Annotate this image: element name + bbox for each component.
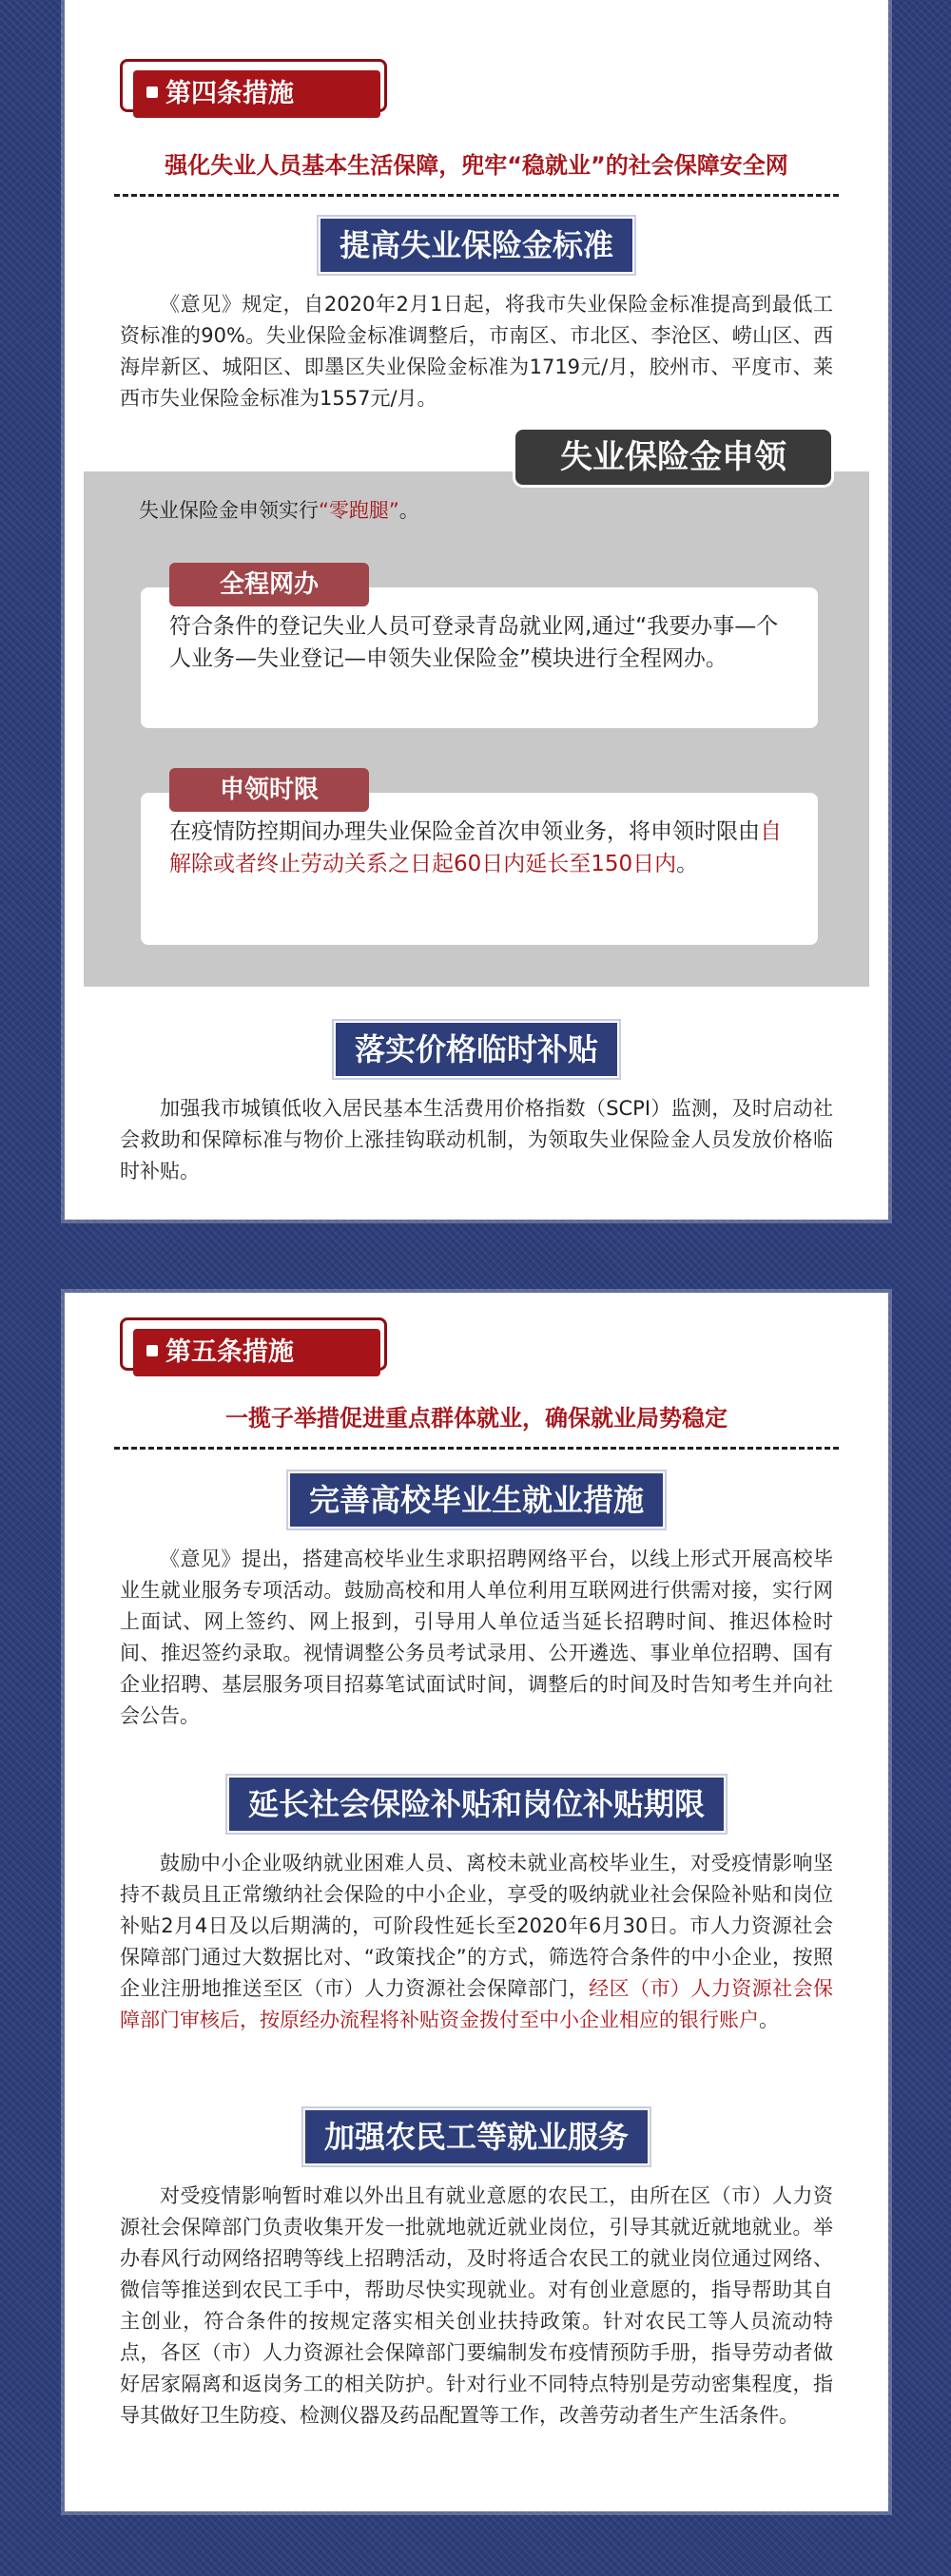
- subsidy-suffix: 。: [759, 2009, 779, 2031]
- subsidy-text: 鼓励中小企业吸纳就业困难人员、离校未就业高校毕业生，对受疫情影响坚持不裁员且正常缴纳社会保险的中小企业，享受的吸纳就业社会保险补贴和岗位补贴2月4日及以后期满的，可阶段性延长至2020年6月30日。市人力资源社会保障部门通过大数据比对、“政策找企”的方式，筛选符合条件的中小企业，按照企业注册地推送至区（市）人力资源社会保障部门，: [120, 1852, 833, 2000]
- block-title-unemployment-standard: 提高失业保险金标准: [320, 219, 632, 272]
- block-text-graduate-employment: 《意见》提出，搭建高校毕业生求职招聘网络平台，以线上形式开展高校毕业生就业服务专项活动。鼓励高校和用人单位利用互联网进行供需对接，实行网上面试、网上签约、网上报到，引导用人单位适当延长招聘时间、推迟体检时间、推迟签约录取。视情调整公务员考试录用、公开遴选、事业单位招聘、国有企业招聘、基层服务项目招募笔试面试时间，调整后的时间及时告知考生并向社会公告。: [120, 1548, 833, 1727]
- section-four-tag-label: 第四条措施: [133, 70, 380, 118]
- deadline-suffix: 。: [676, 852, 699, 876]
- section-five-tag: [120, 1317, 396, 1376]
- block-title-subsidy-extension: 延长社会保险补贴和岗位补贴期限: [229, 1778, 724, 1831]
- block-text-migrant-workers: 对受疫情影响暂时难以外出且有就业意愿的农民工，由所在区（市）人力资源社会保障部门负责收集开发一批就地就近就业岗位，引导其就近就地就业。举办春风行动网络招聘等线上招聘活动，及时将适合农民工的就业岗位通过网络、微信等推送到农民工手中，帮助尽快实现就业。对有创业意愿的，指导帮助其自主创业，符合条件的按规定落实相关创业扶持政策。针对农民工等人员流动特点，各区（市）人力资源社会保障部门要编制发布疫情预防手册，指导劳动者做好居家隔离和返岗务工的相关防护。针对行业不同特点特别是劳动密集程度，指导其做好卫生防疫、检测仪器及药品配置等工作，改善劳动者生产生活条件。: [120, 2184, 833, 2427]
- section-four-headline: 强化失业人员基本生活保障，兜牢“稳就业”的社会保障安全网: [165, 152, 788, 179]
- block-text-price-subsidy: 加强我市城镇低收入居民基本生活费用价格指数（SCPI）监测，及时启动社会救助和保障标准与物价上涨挂钩联动机制，为领取失业保险金人员发放价格临时补贴。: [120, 1097, 833, 1182]
- panel-title: 失业保险金申领: [515, 430, 831, 485]
- subsidy-highlight: 经区（市）人力资源社会保障部门审核后，按原经办流程将补贴资金拨付至中小企业相应的银行账户: [120, 1977, 834, 2031]
- block-text-subsidy-extension: [120, 1848, 833, 2036]
- section-five-tag-label: 第五条措施: [133, 1329, 380, 1376]
- online-handling-label: 全程网办: [169, 563, 369, 606]
- section-four-card: [65, 0, 888, 1220]
- online-handling-box: [141, 587, 818, 728]
- section-five-headline: 一揽子举措促进重点群体就业，确保就业局势稳定: [225, 1405, 728, 1432]
- panel-intro-suffix: 。: [398, 499, 419, 522]
- deadline-text: 在疫情防控期间办理失业保险金首次申领业务，将申领时限由: [169, 819, 760, 844]
- deadline-label: 申领时限: [169, 768, 369, 812]
- block-title-graduate-employment: 完善高校毕业生就业措施: [290, 1473, 663, 1527]
- section-five-card: [65, 1293, 888, 2511]
- block-text-unemployment-standard: 《意见》规定，自2020年2月1日起，将我市失业保险金标准提高到最低工资标准的90%。失业保险金标准调整后，市南区、市北区、李沧区、崂山区、西海岸新区、城阳区、即墨区失业保险金标准为1719元/月，胶州市、平度市、莱西市失业保险金标准为1557元/月。: [120, 293, 833, 410]
- deadline-highlight: 自解除或者终止劳动关系之日起60日内延长至150日内: [169, 819, 782, 876]
- divider: [114, 194, 839, 197]
- deadline-box: [141, 793, 818, 945]
- block-title-migrant-workers: 加强农民工等就业服务: [305, 2110, 648, 2163]
- zero-trip-highlight: “零跑腿”: [319, 499, 399, 522]
- block-title-price-subsidy: 落实价格临时补贴: [336, 1023, 617, 1076]
- divider: [114, 1447, 839, 1450]
- online-handling-text: 符合条件的登记失业人员可登录青岛就业网,通过“我要办事—个人业务—失业登记—申领失业保险金”模块进行全程网办。: [169, 614, 779, 671]
- section-four-tag: [120, 59, 396, 118]
- panel-intro: [139, 496, 805, 525]
- panel-intro-prefix: 失业保险金申领实行: [139, 499, 319, 522]
